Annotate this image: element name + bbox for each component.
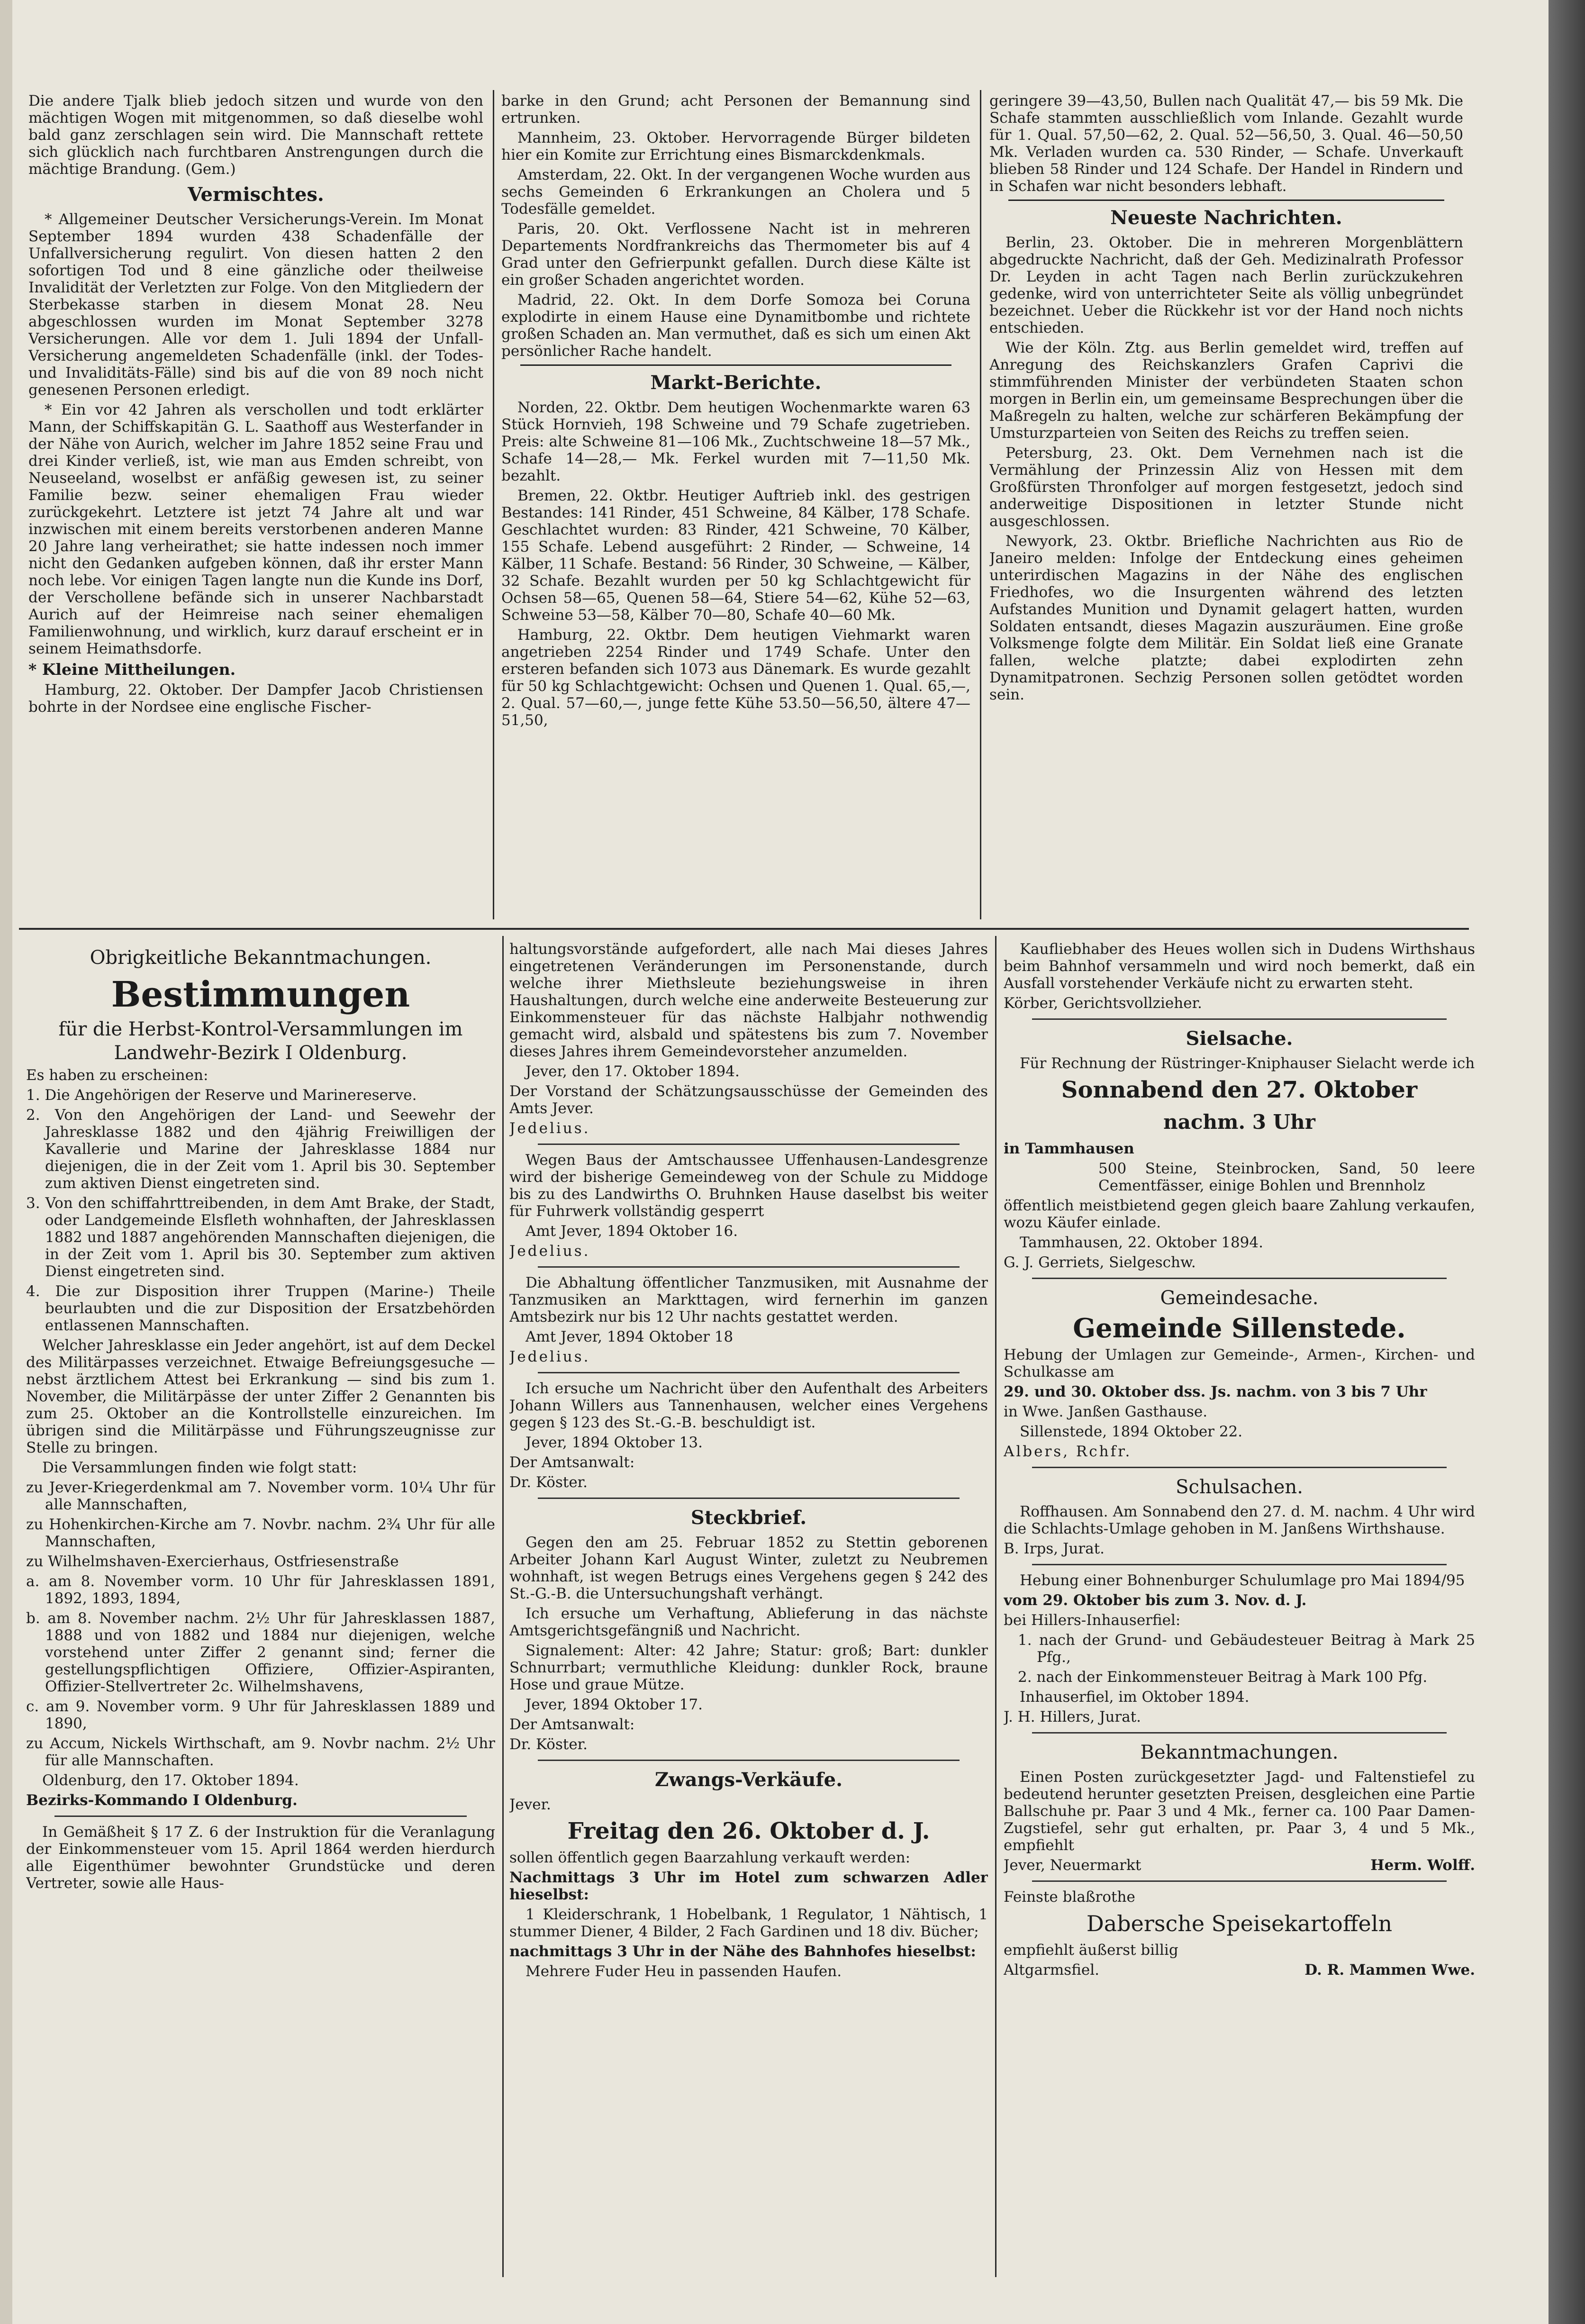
- tax-paragraph: In Gemäßheit § 17 Z. 6 der Instruktion für die Veranlagung der Einkommensteuer vom 15. April 1864 werden hierdurch alle Eigenthümer bewohnter Grundstücke und deren Vertreter, sowie alle Haus-: [26, 1824, 495, 1892]
- school-levy-place: bei Hillers-Inhauserfiel:: [1004, 1612, 1181, 1629]
- news-insurance-paragraph: * Allgemeiner Deutscher Versicherungs-Verein. Im Monat September 1894 wurden 438 Schadenfälle der Unfallversicherung regulirt. Von diesen hatten 2 den sofortigen Tod und 8 eine gänzliche oder theilweise Invalidität der Verletzten zur Folge. Von den Mitgliedern der Sterbekasse starben in diesem Monat 28. Neu abgeschlossen wurden im Monat September 3278 Versicherungen. Alle vor dem 1. Juli 1894 der Unfall-Versicherung angemeldeten Schadenfälle (inkl. der Todes- und Invaliditäts-Fälle) sind bis auf die von 89 noch nicht genesenen Personen erledigt.: [28, 211, 483, 399]
- warrant-description: Signalement: Alter: 42 Jahre; Statur: groß; Bart: dunkler Schnurrbart; vermuthliche Kleidung: dunkler Rock, braune Hose und graue Mütze.: [509, 1642, 988, 1693]
- news-petersburg-paragraph: Petersburg, 23. Okt. Dem Vernehmen nach ist die Vermählung der Prinzessin Aliz von Hessen mit dem Großfürsten Thronfolger auf morgen festgesetzt, jedoch sind anderweitige Dispositionen in letzter Stunde nicht ausgeschlossen.: [989, 445, 1463, 530]
- school-levy-list: [1004, 1632, 1475, 1686]
- divider: [1032, 1278, 1447, 1279]
- divider: [1008, 200, 1444, 201]
- notice-signature: J. H. Hillers, Jurat.: [1004, 1708, 1141, 1725]
- siel-time: nachm. 3 Uhr: [1163, 1110, 1315, 1134]
- gemeinde-dates: 29. und 30. Oktober dss. Js. nachm. von 3 bis 7 Uhr: [1004, 1383, 1427, 1400]
- heading-vermischtes: Vermischtes.: [188, 183, 324, 206]
- notice-date: Jever, 1894 Oktober 17.: [525, 1696, 703, 1713]
- notice-date: Sillenstede, 1894 Oktober 22.: [1020, 1423, 1243, 1440]
- list-item: c. am 9. November vorm. 9 Uhr für Jahresklassen 1889 und 1890,: [26, 1698, 495, 1732]
- potato-ad-footer: [1004, 1961, 1475, 1979]
- notice-date: Amt Jever, 1894 Oktober 16.: [525, 1223, 738, 1240]
- gemeinde-intro: Hebung der Umlagen zur Gemeinde-, Armen-, Kirchen- und Schulkasse am: [1004, 1346, 1475, 1380]
- binding-gutter: [0, 0, 12, 2324]
- intro-line: Es haben zu erscheinen:: [26, 1067, 208, 1084]
- notice-date: Jever, den 17. Oktober 1894.: [525, 1063, 740, 1080]
- school-roffhausen-paragraph: Roffhausen. Am Sonnabend den 27. d. M. nachm. 4 Uhr wird die Schlachts-Umlage gehoben in M. Janßens Wirthshause.: [1004, 1503, 1475, 1537]
- divider: [538, 1498, 960, 1499]
- hay-buyers-paragraph: Kaufliebhaber des Heues wollen sich in Dudens Wirthshaus beim Bahnhof versammeln und wird noch bemerkt, daß ein Ausfall vorstehender Verkäufe nicht zu erwarten steht.: [1004, 941, 1475, 992]
- notice-signature: Der Vorstand der Schätzungsausschüsse der Gemeinden des Amts Jever.: [509, 1083, 988, 1117]
- boots-ad-signature: Herm. Wolff.: [1370, 1857, 1475, 1874]
- column-rule: [502, 936, 504, 2277]
- divider: [520, 364, 951, 366]
- news-koeln-paragraph: Wie der Köln. Ztg. aus Berlin gemeldet wird, treffen auf Anregung des Reichskanzlers Grafen Caprivi die stimmführenden Minister der verbündeten Staaten schon morgen in Berlin ein, um gemeinsame Besprechungen über die Maßregeln zu halten, welche zur schärferen Bekämpfung der Umsturzparteien von Seiten des Reichs zu treffen seien.: [989, 339, 1463, 442]
- notice-signature: Körber, Gerichtsvollzieher.: [1004, 995, 1202, 1012]
- heading-schulsachen: Schulsachen.: [1176, 1476, 1303, 1498]
- list-item: 4. Die zur Disposition ihrer Truppen (Marine-) Theile beurlaubten und die zur Disposition der Ersatzbehörden entlassenen Mannschaften.: [26, 1283, 495, 1334]
- title-gemeinde-sillenstede: Gemeinde Sillenstede.: [1073, 1313, 1406, 1344]
- school-levy-intro: Hebung einer Bohnenburger Schulumlage pro Mai 1894/95: [1020, 1572, 1465, 1589]
- potato-ad-signature: D. R. Mammen Wwe.: [1304, 1961, 1475, 1979]
- road-closure-paragraph: Wegen Baus der Amtschaussee Uffenhausen-Landesgrenze wird der bisherige Gemeindeweg von der Schule zu Middoge bis zu des Landwirths O. Bruhnken Hause daselbst bis weiter für Fuhrwerk vollständig gesperrt: [509, 1152, 988, 1220]
- heading-steckbrief: Steckbrief.: [690, 1507, 807, 1529]
- divider: [54, 1816, 467, 1817]
- list-item: 2. nach der Einkommensteuer Beitrag à Mark 100 Pfg.: [1018, 1669, 1428, 1686]
- news-column-1: [28, 92, 483, 915]
- notice-signature: Der Amtsanwalt:: [509, 1454, 635, 1471]
- news-hamburg-paragraph: Hamburg, 22. Oktober. Der Dampfer Jacob Christiensen bohrte in der Nordsee eine englische Fischer-: [28, 681, 483, 716]
- auction-items-2: Mehrere Fuder Heu in passenden Haufen.: [525, 1963, 842, 1980]
- market-hamburg-paragraph: Hamburg, 22. Oktbr. Dem heutigen Viehmarkt waren angetrieben 2254 Rinder und 1749 Schafe. Unter den ersteren befanden sich 1073 aus Dänemark. Es wurde gezahlt für 50 kg Schlachtgewicht: Ochsen und Quenen 1. Qual. 65,—, 2. Qual. 57—60,—, junge fette Kühe 53.50—56,50, ältere 47—51,50,: [501, 626, 970, 729]
- heading-bekanntmachungen: Bekanntmachungen.: [1140, 1742, 1339, 1763]
- notice-date: Inhauserfiel, im Oktober 1894.: [1020, 1689, 1250, 1706]
- siel-place: in Tammhausen: [1004, 1140, 1134, 1157]
- divider: [538, 1372, 960, 1373]
- auction-location-2: nachmittags 3 Uhr in der Nähe des Bahnhofes hieselbst:: [509, 1943, 976, 1960]
- notice-date: Oldenburg, den 17. Oktober 1894.: [42, 1772, 299, 1789]
- page-edge: [1549, 0, 1585, 2324]
- news-newyork-paragraph: Newyork, 23. Oktbr. Briefliche Nachrichten aus Rio de Janeiro melden: Infolge der Entdeckung eines geheimen unterirdischen Magazins in der Nähe des englischen Friedhofes, wo die Insurgenten während des letzten Aufstandes Munition und Dynamit gelagert hatten, wurden Soldaten entsandt, dieses Magazin auszuräumen. Eine große Volksmenge folgte dem Militär. Ein Soldat ließ eine Granate fallen, welche platzte; dabei explodirten zehn Dynamitpatronen. Sechzig Personen sollen getödtet worden sein.: [989, 533, 1463, 703]
- news-amsterdam-paragraph: Amsterdam, 22. Okt. In der vergangenen Woche wurden aus sechs Gemeinden 6 Erkrankungen an Cholera und 5 Todesfälle gemeldet.: [501, 166, 970, 218]
- market-hamburg-continued: geringere 39—43,50, Bullen nach Qualität 47,— bis 59 Mk. Die Schafe stammten ausschließlich vom Inlande. Gezahlt wurde für 1. Qual. 57,50—62, 2. Qual. 52—56,50, 3. Qual. 46—50,50 Mk. Verladen wurden ca. 530 Rinder, — Schafe. Unverkauft blieben 58 Rinder und 124 Schafe. Der Handel in Rindern und in Schafen war nicht besonders lebhaft.: [989, 92, 1463, 195]
- divider: [538, 1760, 960, 1761]
- auction-location-1: Nachmittags 3 Uhr im Hotel zum schwarzen Adler hieselbst:: [509, 1869, 988, 1903]
- notice-date: Jever, 1894 Oktober 13.: [525, 1434, 703, 1451]
- list-item: 2. Von den Angehörigen der Land- und Seewehr der Jahresklasse 1882 und den 4jährig Freiwilligen der Kavallerie und Marine der Jahresklasse 1884 nur diejenigen, die in der Zeit vom 1. April bis 30. September zum aktiven Dienst eingetreten sind.: [26, 1107, 495, 1192]
- title-bestimmungen: Bestimmungen: [111, 974, 410, 1015]
- potato-ad-title: Dabersche Speisekartoffeln: [1086, 1911, 1393, 1936]
- column-rule: [980, 90, 981, 919]
- meetings-list: [26, 1479, 495, 1769]
- list-item: b. am 8. November nachm. 2½ Uhr für Jahresklassen 1887, 1888 und von 1882 und 1884 nur diejenigen, welche vorstehend unter Ziffer 2 genannt sind; ferner die gestellungspflichtigen Offiziere, Offizier-Aspiranten, Offizier-Stellvertreter 2c. Wilhelmshavens,: [26, 1610, 495, 1695]
- news-paris-paragraph: Paris, 20. Okt. Verflossene Nacht ist in mehreren Departements Nordfrankreichs das Thermometer bis auf 4 Grad unter den Gefrierpunkt gefallen. Durch diese Kälte ist ein großer Schaden angerichtet worden.: [501, 220, 970, 289]
- siel-terms: öffentlich meistbietend gegen gleich baare Zahlung verkaufen, wozu Käufer einlade.: [1004, 1197, 1475, 1231]
- news-column-2: [501, 92, 970, 915]
- heading-markt-berichte: Markt-Berichte.: [650, 372, 822, 394]
- notice-date: Tammhausen, 22. Oktober 1894.: [1020, 1234, 1263, 1251]
- warrant-paragraph: Gegen den am 25. Februar 1852 zu Stettin geborenen Arbeiter Johann Karl August Winter, zuletzt zu Neubremen wohnhaft, ist wegen Betrugs eines Vergehens gegen § 242 des St.-G.-B. die Untersuchungshaft verhängt.: [509, 1534, 988, 1602]
- auction-place: Jever.: [509, 1796, 551, 1813]
- notice-signature: Albers, Rchfr.: [1004, 1443, 1132, 1460]
- news-shipwreck-paragraph: Die andere Tjalk blieb jedoch sitzen und wurde von den mächtigen Wogen mit mitgenommen, so daß dieselbe wohl bald ganz zerschlagen sein wird. Die Mannschaft rettete sich glücklich nach furchtbaren Anstrengungen durch die mächtige Brandung. (Gem.): [28, 92, 483, 178]
- ads-column-3: [1004, 941, 1475, 2272]
- heading-sielsache: Sielsache.: [1186, 1027, 1293, 1050]
- notice-signature: Dr. Köster.: [509, 1474, 588, 1491]
- market-norden-paragraph: Norden, 22. Oktbr. Dem heutigen Wochenmarkte waren 63 Stück Hornvieh, 198 Schweine und 79 Schafe zugetrieben. Preis: alte Schweine 81—106 Mk., Zuchtschweine 18—57 Mk., Schafe 14—28,— Mk. Ferkel wurden mit 7—11,50 Mk. bezahlt.: [501, 399, 970, 484]
- warrant-request: Ich ersuche um Verhaftung, Ablieferung in das nächste Amtsgerichtsgefängniß und Nachricht.: [509, 1605, 988, 1639]
- willers-paragraph: Ich ersuche um Nachricht über den Aufenthalt des Arbeiters Johann Willers aus Tannenhausen, welcher eines Vergehens gegen § 123 des St.-G.-B. beschuldigt ist.: [509, 1380, 988, 1431]
- column-rule: [995, 936, 996, 2277]
- market-bremen-paragraph: Bremen, 22. Oktbr. Heutiger Auftrieb inkl. des gestrigen Bestandes: 141 Rinder, 451 Schweine, 84 Kälber, 178 Schafe. Geschlachtet wurden: 83 Rinder, 421 Schweine, 70 Kälber, 155 Schafe. Lebend ausgeführt: 2 Rinder, — Schweine, 14 Kälber, 11 Schafe. Bestand: 56 Rinder, 30 Schweine, — Kälber, 32 Schafe. Bezahlt wurden per 50 kg Schlachtgewicht für Ochsen 58—65, Quenen 58—64, Stiere 54—62, Kühe 52—63, Schweine 53—58, Kälber 70—80, Schafe 40—60 Mk.: [501, 487, 970, 624]
- news-berlin-paragraph: Berlin, 23. Oktober. Die in mehreren Morgenblättern abgedruckte Nachricht, daß der Geh. Medizinalrath Professor Dr. Leyden in acht Tagen nach Berlin zurückzukehren gedenke, wird von unterrichteter Seite als völlig unbegründet bezeichnet. Ueber die Rückkehr ist vor der Hand noch nichts entschieden.: [989, 234, 1463, 336]
- auction-items-1: 1 Kleiderschrank, 1 Hobelbank, 1 Regulator, 1 Nähtisch, 1 stummer Diener, 4 Bilder, 2 Fach Gardinen und 18 div. Bücher;: [509, 1906, 988, 1940]
- boots-ad-footer: [1004, 1857, 1475, 1874]
- school-levy-dates: vom 29. Oktober bis zum 3. Nov. d. J.: [1004, 1592, 1307, 1609]
- divider: [1032, 1564, 1447, 1565]
- list-item: zu Accum, Nickels Wirthschaft, am 9. Novbr nachm. 2½ Uhr für alle Mannschaften.: [26, 1735, 495, 1769]
- list-item: zu Jever-Kriegerdenkmal am 7. November vorm. 10¼ Uhr für alle Mannschaften,: [26, 1479, 495, 1513]
- news-fischerbarke-paragraph: barke in den Grund; acht Personen der Bemannung sind ertrunken.: [501, 92, 970, 127]
- list-item: 1. nach der Grund- und Gebäudesteuer Beitrag à Mark 25 Pfg.,: [1018, 1632, 1475, 1666]
- auction-date: Freitag den 26. Oktober d. J.: [567, 1818, 930, 1844]
- heading-neueste-nachrichten: Neueste Nachrichten.: [1110, 207, 1342, 229]
- list-item: a. am 8. November vorm. 10 Uhr für Jahresklassen 1891, 1892, 1893, 1894,: [26, 1573, 495, 1607]
- tax-continued: haltungsvorstände aufgefordert, alle nach Mai dieses Jahres eingetretenen Veränderungen im Personenstande, durch welche ihrer Miethsleute beziehungsweise in ihren Haushaltungen, durch welche eine anderweite Besteuerung zur Einkommensteuer für das nächste Halbjahr nothwendig gemacht wird, alsbald und spätestens bis zum 7. November dieses Jahres ihrem Gemeindevorsteher anzumelden.: [509, 941, 988, 1060]
- divider: [1032, 1880, 1447, 1882]
- list-item: 1. Die Angehörigen der Reserve und Marinereserve.: [26, 1087, 417, 1104]
- potato-ad-kicker: Feinste blaßrothe: [1004, 1888, 1135, 1906]
- gemeinde-place: in Wwe. Janßen Gasthause.: [1004, 1403, 1208, 1420]
- divider: [538, 1266, 960, 1268]
- notice-signature: Jedelius.: [509, 1348, 590, 1365]
- siel-date: Sonnabend den 27. Oktober: [1061, 1077, 1418, 1103]
- news-column-3: [989, 92, 1463, 915]
- heading-zwangs-verkaeufe: Zwangs-Verkäufe.: [655, 1769, 842, 1791]
- heading-gemeindesache: Gemeindesache.: [1160, 1287, 1319, 1309]
- news-madrid-paragraph: Madrid, 22. Okt. In dem Dorfe Somoza bei Coruna explodirte in einem Hause eine Dynamitbombe und richtete großen Schaden an. Man vermuthet, daß es sich um einen Akt persönlicher Rache handelt.: [501, 291, 970, 360]
- notice-signature: Bezirks-Kommando I Oldenburg.: [26, 1792, 298, 1809]
- class-paragraph: Welcher Jahresklasse ein Jeder angehört, ist auf dem Deckel des Militärpasses verzeichnet. Etwaige Befreiungsgesuche — nebst ärztlichem Attest bei Erkrankung — sind bis zum 1. November, die Militärpässe der unter Ziffer 2 Genannten bis zum 25. Oktober an die Kontrollstelle einzureichen. Im übrigen sind die Militärpässe und Führungszeugnisse zur Stelle zu bringen.: [26, 1337, 495, 1456]
- news-missing-man-paragraph: * Ein vor 42 Jahren als verschollen und todt erklärter Mann, der Schiffskapitän G. L. Saathoff aus Westerfander in der Nähe von Aurich, welcher im Jahre 1852 seine Frau und drei Kinder verließ, ist, wie man aus Emden schreibt, von Neuseeland, woselbst er anfäßig gewesen ist, zu seiner Familie bezw. seiner ehemaligen Frau wieder zurückgekehrt. Letztere ist jetzt 74 Jahre alt und war inzwischen mit einem bereits verstorbenen anderen Manne 20 Jahre lang verheirathet; sie hatte indessen noch immer nicht den Gedanken aufgeben können, daß ihr erster Mann noch lebe. Vor einigen Tagen langte nun die Kunde ins Dorf, der Verschollene befände sich in unserer Nachbarstadt Aurich auf der Heimreise nach seiner ehemaligen Familienwohnung, und wirklich, kurz darauf erscheint er in seinem Heimathsdorfe.: [28, 401, 483, 657]
- heading-obrigkeitliche: Obrigkeitliche Bekanntmachungen.: [90, 947, 432, 969]
- notice-date: Amt Jever, 1894 Oktober 18: [525, 1328, 734, 1345]
- notice-signature: B. Irps, Jurat.: [1004, 1540, 1105, 1557]
- boots-ad-paragraph: Einen Posten zurückgesetzter Jagd- und Faltenstiefel zu bedeutend herunter gesetzten Preisen, desgleichen eine Partie Ballschuhe pr. Paar 3 und 4 Mk., ferner ca. 100 Paar Damen-Zugstiefel, sehr gut erhalten, pr. Paar 3, 4 und 5 Mk., empfiehlt: [1004, 1769, 1475, 1854]
- notice-signature: G. J. Gerriets, Sielgeschw.: [1004, 1254, 1196, 1271]
- divider: [1032, 1467, 1447, 1468]
- subtitle-kontrol-versammlungen: für die Herbst-Kontrol-Versammlungen im Landwehr-Bezirk I Oldenburg.: [58, 1018, 463, 1064]
- column-rule: [493, 90, 494, 919]
- ads-column-2: [509, 941, 988, 2272]
- divider: [538, 1144, 960, 1145]
- ads-column-1: [26, 941, 495, 2272]
- meetings-intro: Die Versammlungen finden wie folgt statt:: [42, 1459, 357, 1476]
- divider: [1032, 1732, 1447, 1734]
- list-item: zu Hohenkirchen-Kirche am 7. Novbr. nachm. 2¾ Uhr für alle Mannschaften,: [26, 1516, 495, 1550]
- news-mannheim-paragraph: Mannheim, 23. Oktober. Hervorragende Bürger bildeten hier ein Komite zur Errichtung eines Bismarckdenkmals.: [501, 129, 970, 163]
- item-list: [26, 1087, 495, 1334]
- boots-ad-place: Jever, Neuermarkt: [1004, 1857, 1141, 1874]
- dance-music-paragraph: Die Abhaltung öffentlicher Tanzmusiken, mit Ausnahme der Tanzmusiken an Markttagen, wird fernerhin im ganzen Amtsbezirk nur bis 12 Uhr nachts gestattet werden.: [509, 1274, 988, 1325]
- notice-signature: Jedelius.: [509, 1120, 590, 1137]
- list-item: 3. Von den schiffahrttreibenden, in dem Amt Brake, der Stadt, oder Landgemeinde Elsfleth wohnhaften, der Jahresklassen 1882 und 1887 angehörenden Mannschaften diejenigen, die in der Zeit vom 1. April bis 30. September zum aktiven Dienst eingetreten sind.: [26, 1195, 495, 1280]
- siel-intro: Für Rechnung der Rüstringer-Kniphauser Sielacht werde ich: [1020, 1055, 1475, 1072]
- section-rule: [19, 928, 1469, 930]
- potato-ad-place: Altgarmsfiel.: [1004, 1961, 1099, 1979]
- notice-signature: Jedelius.: [509, 1243, 590, 1260]
- auction-intro: sollen öffentlich gegen Baarzahlung verkauft werden:: [509, 1849, 911, 1866]
- divider: [1032, 1018, 1447, 1020]
- potato-ad-line: empfiehlt äußerst billig: [1004, 1942, 1178, 1959]
- subheading-kleine-mittheilungen: * Kleine Mittheilungen.: [28, 660, 236, 679]
- notice-signature: Der Amtsanwalt:: [509, 1716, 635, 1733]
- siel-items: 500 Steine, Steinbrocken, Sand, 50 leere Cementfässer, einige Bohlen und Brennholz: [1098, 1160, 1475, 1194]
- notice-signature: Dr. Köster.: [509, 1736, 588, 1753]
- list-item: zu Wilhelmshaven-Exercierhaus, Ostfriesenstraße: [26, 1553, 399, 1570]
